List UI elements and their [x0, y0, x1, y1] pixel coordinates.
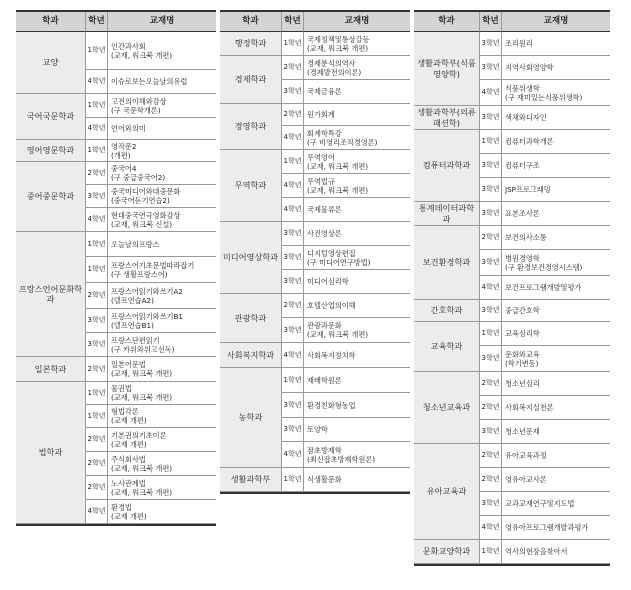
- textbook-line: 형법각론: [111, 407, 139, 416]
- header-dept: 학과: [16, 12, 86, 32]
- department-cell: 문화교양학과: [414, 540, 480, 564]
- textbook-cell: [304, 393, 410, 418]
- textbook-line: JSP프로그래밍: [505, 185, 551, 194]
- department-cell: 생활과학부(의류패션학): [414, 106, 480, 130]
- year-cell: 3학년: [480, 420, 502, 444]
- textbook-line: 보건의사소통: [505, 233, 547, 242]
- textbook-line: 색채와디자인: [505, 113, 547, 122]
- header-book: 교재명: [304, 12, 410, 32]
- textbook-line: 관광과문화: [307, 321, 342, 330]
- textbook-cell: [304, 150, 410, 174]
- textbook-line: (구 비영리조직경영론): [307, 137, 378, 147]
- textbook-cell: [304, 174, 410, 198]
- textbook-cell: [108, 309, 216, 333]
- textbook-cell: [304, 222, 410, 246]
- textbook-cell: [304, 368, 410, 393]
- textbook-cell: [304, 198, 410, 222]
- textbook-line: (교재, 워크북 개편): [307, 330, 369, 339]
- department-cell: 경영학과: [220, 104, 282, 150]
- year-cell: 1학년: [282, 32, 304, 56]
- year-cell: 2학년: [480, 226, 502, 250]
- textbook-line: 디지털영상편집: [307, 248, 356, 258]
- year-cell: 3학년: [282, 418, 304, 442]
- year-cell: 1학년: [86, 382, 108, 405]
- department-cell: 일본학과: [16, 357, 86, 382]
- textbook-line: (학기변동): [505, 358, 539, 368]
- textbook-cell: [108, 257, 216, 283]
- textbook-line: 원가회계: [307, 110, 335, 119]
- textbook-line: 프랑스어읽기와쓰기A2: [111, 286, 183, 296]
- textbook-line: (교재, 워크북 개편): [111, 369, 173, 378]
- textbook-line: 고전의이해와감상: [111, 96, 167, 106]
- header-book: 교재명: [502, 12, 610, 32]
- textbook-line: 미디어심리학: [307, 277, 349, 286]
- textbook-line: (교재, 워크북 개편): [111, 487, 173, 497]
- textbook-cell: [108, 428, 216, 452]
- department-cell: 미디어영상학과: [220, 222, 282, 294]
- textbook-cell: [304, 246, 410, 270]
- year-cell: 4학년: [282, 442, 304, 468]
- textbook-cell: [502, 444, 610, 468]
- department-cell: 사회복지학과: [220, 343, 282, 368]
- textbook-cell: [502, 322, 610, 346]
- textbook-line: 병원경영학: [505, 253, 540, 263]
- department-cell: 보건환경학과: [414, 226, 480, 300]
- textbook-line: (교재, 워크북 개편): [307, 185, 369, 195]
- department-cell: 무역학과: [220, 150, 282, 222]
- textbook-line: 컴퓨터과학개론: [505, 137, 554, 146]
- textbook-cell: [108, 405, 216, 428]
- textbook-cell: [304, 343, 410, 368]
- textbook-line: (교재, 워크북 개편): [307, 161, 369, 171]
- year-cell: 3학년: [86, 309, 108, 333]
- textbook-cell: [502, 80, 610, 106]
- department-cell: 생활과학부: [220, 468, 282, 492]
- textbook-cell: [108, 94, 216, 118]
- textbook-line: 보건프로그램개발및평가: [505, 283, 582, 292]
- textbook-cell: [502, 202, 610, 226]
- textbook-line: (교재, 워크북 개편): [307, 43, 369, 53]
- textbook-line: 역사의현장을찾아서: [505, 547, 568, 556]
- textbook-cell: [502, 468, 610, 492]
- textbook-cell: [502, 276, 610, 300]
- textbook-line: 국제물류론: [307, 205, 342, 214]
- textbook-cell: [108, 333, 216, 357]
- year-cell: 3학년: [480, 106, 502, 130]
- department-cell: 관광학과: [220, 294, 282, 343]
- textbook-cell: [304, 126, 410, 150]
- textbook-line: 사회복지정치학: [307, 350, 356, 360]
- textbook-line: 교육심리학: [505, 329, 540, 338]
- header-year: 학년: [282, 12, 304, 32]
- textbook-line: 국제금융론: [307, 87, 342, 96]
- textbook-line: 재배학원론: [307, 375, 342, 385]
- textbook-line: (구 환경보건경영시스템): [505, 262, 583, 272]
- department-cell: 간호학과: [414, 300, 480, 322]
- textbook-line: 언어와의미: [111, 124, 146, 133]
- year-cell: 1학년: [282, 468, 304, 492]
- textbook-cell: [108, 118, 216, 140]
- year-cell: 2학년: [86, 162, 108, 185]
- year-cell: 1학년: [480, 130, 502, 154]
- textbook-line: (교재 개편): [111, 511, 147, 521]
- year-cell: 3학년: [282, 270, 304, 294]
- textbook-line: 일본어문법: [111, 360, 146, 369]
- textbook-line: 표본조사론: [505, 209, 540, 218]
- year-cell: 3학년: [480, 300, 502, 322]
- textbook-cell: [502, 420, 610, 444]
- textbook-cell: [304, 270, 410, 294]
- year-cell: 3학년: [282, 80, 304, 104]
- year-cell: 3학년: [282, 393, 304, 418]
- textbook-cell: [304, 104, 410, 126]
- year-cell: 1학년: [86, 140, 108, 162]
- year-cell: 2학년: [282, 56, 304, 80]
- textbook-cell: [108, 500, 216, 524]
- year-cell: 1학년: [86, 94, 108, 118]
- curriculum-table-3: [414, 10, 610, 566]
- textbook-line: 환경법: [111, 502, 132, 512]
- department-cell: 법학과: [16, 382, 86, 524]
- year-cell: 2학년: [282, 104, 304, 126]
- year-cell: 2학년: [86, 283, 108, 309]
- year-cell: 4학년: [480, 276, 502, 300]
- year-cell: 2학년: [86, 357, 108, 382]
- header-dept: 학과: [414, 12, 480, 32]
- textbook-cell: [502, 396, 610, 420]
- textbook-line: (교재, 워크북 신설): [111, 219, 173, 229]
- textbook-line: 컴퓨터구조: [505, 161, 540, 170]
- department-cell: 교육학과: [414, 322, 480, 372]
- textbook-line: 호텔산업의이해: [307, 301, 356, 310]
- year-cell: 3학년: [480, 202, 502, 226]
- year-cell: 4학년: [86, 118, 108, 140]
- textbook-cell: [108, 382, 216, 405]
- textbook-line: (최신잡초방제학원론): [307, 454, 376, 464]
- textbook-line: (구 카위와위고선독): [111, 344, 175, 354]
- textbook-cell: [502, 300, 610, 322]
- header-dept: 학과: [220, 12, 282, 32]
- textbook-line: 영유아교사론: [505, 475, 547, 484]
- textbook-line: 중국어4: [111, 164, 137, 173]
- year-cell: 1학년: [282, 368, 304, 393]
- textbook-cell: [502, 226, 610, 250]
- textbook-cell: [502, 178, 610, 202]
- year-cell: 2학년: [86, 452, 108, 476]
- year-cell: 1학년: [86, 32, 108, 70]
- year-cell: 4학년: [480, 80, 502, 106]
- curriculum-table-2: [220, 10, 410, 494]
- year-cell: 1학년: [480, 322, 502, 346]
- year-cell: 4학년: [480, 516, 502, 540]
- textbook-cell: [108, 452, 216, 476]
- curriculum-table-1: [16, 10, 216, 526]
- textbook-line: 중급간호학: [505, 306, 540, 315]
- year-cell: 4학년: [86, 208, 108, 232]
- textbook-line: 물권법: [111, 384, 132, 393]
- textbook-cell: [108, 70, 216, 94]
- year-cell: 2학년: [480, 468, 502, 492]
- year-cell: 1학년: [282, 150, 304, 174]
- textbook-line: (교재, 워크북 개편): [111, 50, 173, 60]
- textbook-line: (개편): [111, 150, 131, 160]
- textbook-line: (델프연습A2): [111, 295, 154, 305]
- textbook-line: (교재, 워크북 개편): [111, 393, 173, 402]
- department-cell: 국어국문학과: [16, 94, 86, 140]
- textbook-line: 유아교육과정: [505, 451, 547, 460]
- textbook-cell: [108, 232, 216, 257]
- textbook-line: 현대중국연극영화감상: [111, 210, 181, 220]
- department-cell: 교양: [16, 32, 86, 94]
- year-cell: 3학년: [480, 154, 502, 178]
- textbook-line: 교과교재연구및지도법: [505, 499, 575, 508]
- year-cell: 4학년: [86, 500, 108, 524]
- year-cell: 1학년: [86, 405, 108, 428]
- textbook-line: 프랑스어기초문법따라잡기: [111, 260, 195, 270]
- textbook-line: (구 미디어연구방법): [307, 257, 371, 267]
- textbook-cell: [502, 492, 610, 516]
- textbook-line: 사회복지실천론: [505, 403, 554, 412]
- textbook-cell: [502, 154, 610, 178]
- textbook-line: 잠초방제학: [307, 445, 342, 455]
- textbook-line: 식품위생학: [505, 83, 540, 93]
- textbook-line: 오늘날의프랑스: [111, 239, 160, 249]
- year-cell: 2학년: [86, 428, 108, 452]
- textbook-cell: [502, 516, 610, 540]
- textbook-cell: [304, 32, 410, 56]
- year-cell: 3학년: [480, 346, 502, 372]
- textbook-line: (구 국문학개론): [111, 105, 161, 115]
- department-cell: 행정학과: [220, 32, 282, 56]
- textbook-line: 영작문2: [111, 141, 137, 151]
- textbook-cell: [108, 32, 216, 70]
- textbook-cell: [502, 56, 610, 80]
- textbook-line: 프랑스어읽기와쓰기B1: [111, 311, 183, 321]
- year-cell: 4학년: [282, 126, 304, 150]
- textbook-cell: [108, 208, 216, 232]
- textbook-cell: [108, 140, 216, 162]
- textbook-line: 주식회사법: [111, 454, 146, 464]
- textbook-cell: [304, 442, 410, 468]
- textbook-line: 경제분석의역사: [307, 58, 356, 68]
- year-cell: 2학년: [480, 396, 502, 420]
- textbook-line: 사진영상론: [307, 229, 342, 238]
- year-cell: 2학년: [86, 476, 108, 500]
- department-cell: 청소년교육과: [414, 372, 480, 444]
- textbook-line: 이슈로보는오늘날의유럽: [111, 77, 188, 86]
- textbook-cell: [304, 56, 410, 80]
- year-cell: 3학년: [282, 222, 304, 246]
- textbook-line: (구 생활프랑스어): [111, 269, 168, 279]
- textbook-line: 무역법규: [307, 176, 335, 186]
- department-cell: 컴퓨터과학과: [414, 130, 480, 202]
- textbook-line: (구 재미있는식품위생학): [505, 92, 583, 102]
- textbook-line: 환경친화형농업: [307, 400, 356, 410]
- textbook-line: 국제정책및통상갈등: [307, 34, 370, 44]
- department-cell: 유아교육과: [414, 444, 480, 540]
- textbook-line: 회계학특강: [307, 128, 342, 138]
- year-cell: 1학년: [480, 540, 502, 564]
- textbook-line: 문화와교육: [505, 349, 540, 359]
- year-cell: 2학년: [480, 372, 502, 396]
- department-cell: 농학과: [220, 368, 282, 468]
- textbook-line: (델프연습B1): [111, 320, 154, 330]
- textbook-line: 무역영어: [307, 152, 335, 162]
- year-cell: 3학년: [282, 246, 304, 270]
- year-cell: 3학년: [86, 185, 108, 208]
- department-cell: 생활과학부(식품영양학): [414, 32, 480, 106]
- textbook-line: 기본권의기초이론: [111, 430, 167, 440]
- year-cell: 2학년: [480, 444, 502, 468]
- header-book: 교재명: [108, 12, 216, 32]
- textbook-line: 청소년문제: [505, 427, 540, 436]
- textbook-line: 인간과사회: [111, 41, 146, 51]
- year-cell: 4학년: [282, 343, 304, 368]
- textbook-cell: [304, 80, 410, 104]
- textbook-line: 조리원리: [505, 39, 533, 48]
- textbook-line: (교재 개편): [111, 439, 147, 449]
- textbook-cell: [304, 318, 410, 343]
- department-cell: 경제학과: [220, 56, 282, 104]
- year-cell: 3학년: [282, 318, 304, 343]
- department-cell: 프랑스언어문화학과: [16, 232, 86, 357]
- year-cell: 4학년: [86, 70, 108, 94]
- textbook-cell: [108, 185, 216, 208]
- year-cell: 3학년: [480, 178, 502, 202]
- year-cell: 3학년: [480, 32, 502, 56]
- year-cell: 1학년: [86, 257, 108, 283]
- year-cell: 3학년: [86, 333, 108, 357]
- textbook-line: 노사관계법: [111, 478, 146, 488]
- textbook-cell: [502, 372, 610, 396]
- textbook-line: 청소년심리: [505, 379, 540, 388]
- department-cell: 통계데이터과학과: [414, 202, 480, 226]
- textbook-cell: [304, 418, 410, 442]
- header-year: 학년: [86, 12, 108, 32]
- header-year: 학년: [480, 12, 502, 32]
- department-cell: 중어중문학과: [16, 162, 86, 232]
- year-cell: 4학년: [282, 198, 304, 222]
- textbook-line: (구 중급중국어2): [111, 173, 166, 182]
- textbook-line: (교재, 워크북 개편): [111, 463, 173, 473]
- textbook-cell: [304, 468, 410, 492]
- year-cell: 3학년: [480, 56, 502, 80]
- year-cell: 1학년: [86, 232, 108, 257]
- textbook-line: 영유아프로그램개발과평가: [505, 523, 589, 532]
- textbook-line: (중국어듣기연습2): [111, 196, 170, 205]
- textbook-cell: [108, 476, 216, 500]
- textbook-line: (경제발전의이론): [307, 67, 362, 77]
- textbook-cell: [502, 106, 610, 130]
- department-cell: 영어영문학과: [16, 140, 86, 162]
- textbook-line: (교재 개편): [111, 416, 147, 425]
- textbook-cell: [502, 130, 610, 154]
- textbook-line: 중국미디어와대중문화: [111, 187, 181, 196]
- year-cell: 3학년: [480, 250, 502, 276]
- year-cell: 3학년: [480, 492, 502, 516]
- textbook-cell: [108, 283, 216, 309]
- textbook-cell: [108, 357, 216, 382]
- textbook-line: 토양학: [307, 425, 328, 434]
- textbook-cell: [502, 32, 610, 56]
- textbook-cell: [304, 294, 410, 318]
- textbook-line: 식생활문화: [307, 475, 342, 484]
- year-cell: 2학년: [282, 294, 304, 318]
- textbook-cell: [502, 250, 610, 276]
- year-cell: 4학년: [282, 174, 304, 198]
- textbook-cell: [502, 346, 610, 372]
- textbook-cell: [108, 162, 216, 185]
- textbook-cell: [502, 540, 610, 564]
- textbook-line: 지역사회영양학: [505, 63, 554, 72]
- textbook-line: 프랑스단편읽기: [111, 335, 160, 345]
